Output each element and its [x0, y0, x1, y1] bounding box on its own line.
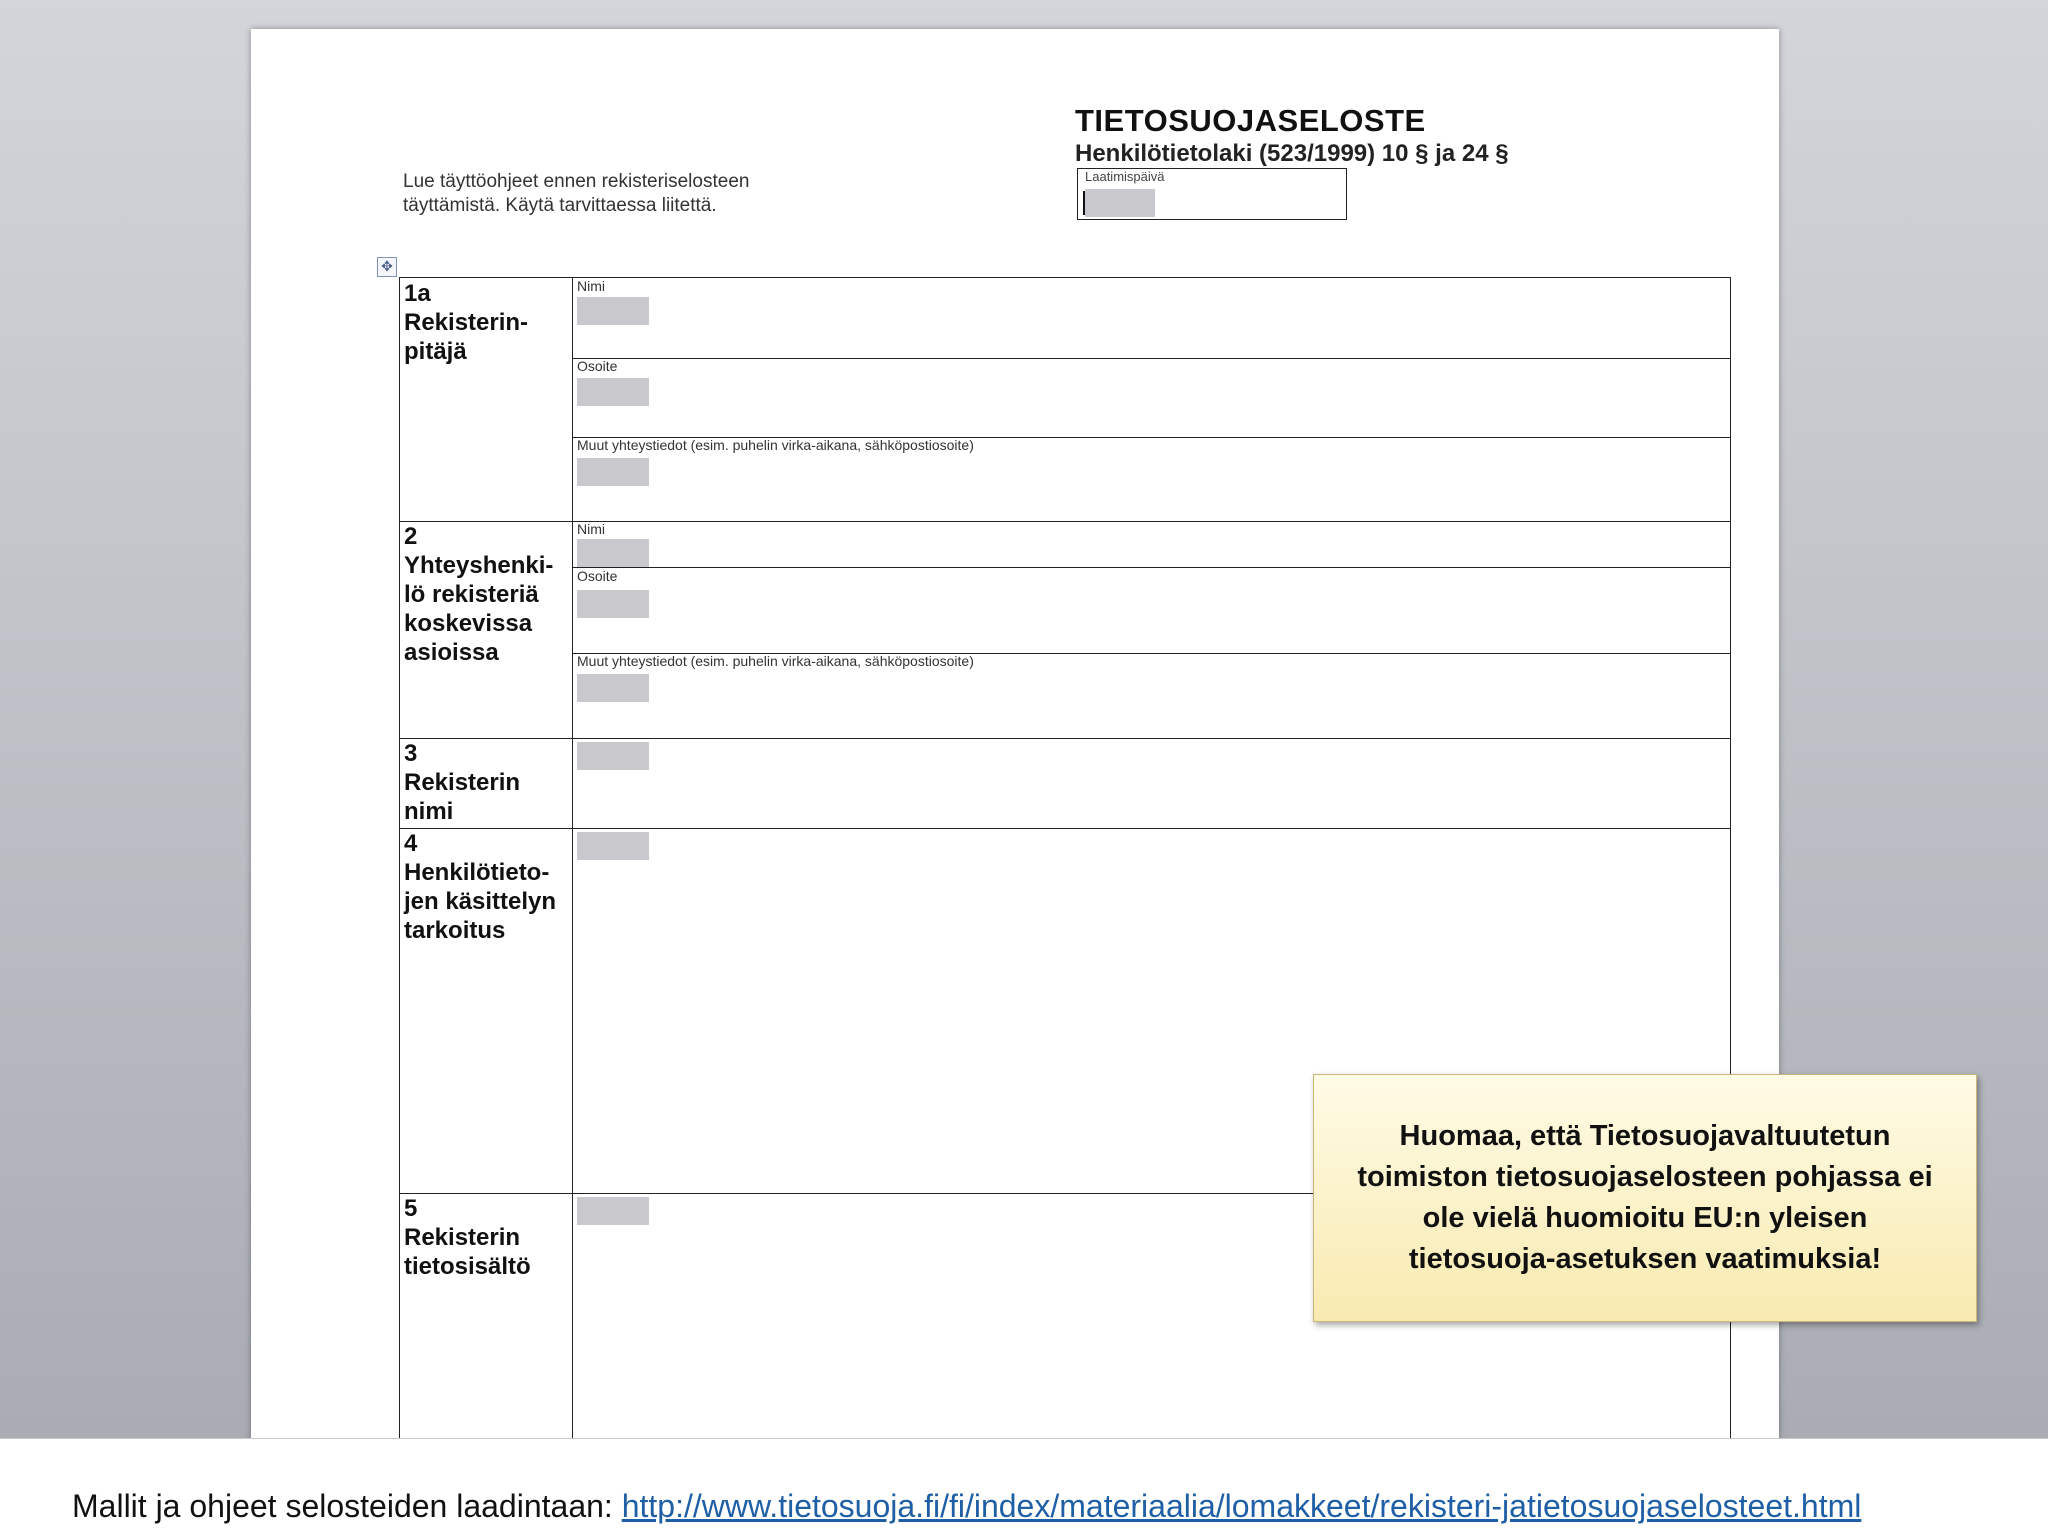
section-3-label: [404, 739, 520, 826]
note-line: toimiston tietosuojaselosteen pohjassa ei: [1357, 1161, 1933, 1193]
field-label-name: Nimi: [577, 278, 605, 294]
note-line: tietosuoja-asetuksen vaatimuksia!: [1408, 1243, 1882, 1275]
table-column-divider: [572, 277, 573, 1438]
section-1a-label: [404, 279, 528, 366]
section-number: 3: [404, 740, 418, 767]
section-title-line: nimi: [404, 798, 454, 825]
address-input[interactable]: [577, 378, 649, 406]
field-label-other-contact: Muut yhteystiedot (esim. puhelin virka-aikana, sähköpostiosoite): [577, 653, 974, 669]
instructions-line: Lue täyttöohjeet ennen rekisteriselosteen: [403, 171, 750, 192]
table-move-handle-icon[interactable]: ✥: [377, 257, 397, 277]
section-title-line: jen käsittelyn: [404, 888, 557, 915]
section-number: 5: [404, 1195, 418, 1222]
section-number: 1a: [404, 280, 431, 307]
text-cursor: [1083, 191, 1085, 215]
name-input[interactable]: [577, 297, 649, 325]
contact-name-input[interactable]: [577, 539, 649, 567]
section-5-label: [404, 1194, 531, 1281]
section-title-line: lö rekisteriä: [404, 581, 539, 608]
section-title-line: Rekisterin: [404, 769, 521, 796]
date-field[interactable]: [1077, 168, 1347, 220]
other-contact-input[interactable]: [577, 458, 649, 486]
source-link[interactable]: http://www.tietosuoja.fi/fi/index/materiaalia/lomakkeet/rekisteri-jatietosuojaselosteet.html: [621, 1488, 1862, 1524]
field-label-other-contact: Muut yhteystiedot (esim. puhelin virka-aikana, sähköpostiosoite): [577, 437, 974, 453]
section-number: 4: [404, 830, 418, 857]
date-input[interactable]: [1085, 189, 1155, 217]
section-title-line: asioissa: [404, 639, 499, 666]
instructions-line: täyttämistä. Käytä tarvittaessa liitettä.: [403, 195, 717, 216]
section-title-line: tietosisältö: [404, 1253, 531, 1280]
row-divider: [399, 738, 1731, 739]
warning-note: [1313, 1074, 1977, 1322]
field-label-address: Osoite: [577, 568, 618, 584]
note-line: ole vielä huomioitu EU:n yleisen: [1422, 1202, 1868, 1234]
field-divider: [572, 358, 1731, 359]
data-content-input[interactable]: [577, 1197, 649, 1225]
warning-note-text: [1337, 1116, 1952, 1280]
section-title-line: pitäjä: [404, 338, 467, 365]
section-title-line: Rekisterin-: [404, 309, 529, 336]
section-2-label: [404, 522, 553, 667]
section-title-line: tarkoitus: [404, 917, 506, 944]
purpose-input[interactable]: [577, 832, 649, 860]
field-divider: [572, 567, 1731, 568]
note-line: Huomaa, että Tietosuojavaltuutetun: [1399, 1120, 1891, 1152]
register-name-input[interactable]: [577, 742, 649, 770]
section-4-label: [404, 829, 556, 945]
source-caption: [72, 1488, 1861, 1525]
section-title-line: Rekisterin: [404, 1224, 521, 1251]
section-title-line: koskevissa: [404, 610, 533, 637]
section-number: 2: [404, 523, 418, 550]
section-title-line: Yhteyshenki-: [404, 552, 554, 579]
contact-address-input[interactable]: [577, 590, 649, 618]
date-field-label: Laatimispäivä: [1085, 169, 1165, 184]
instructions-text: [403, 170, 749, 218]
document-subtitle: Henkilötietolaki (523/1999) 10 § ja 24 §: [1075, 140, 1509, 167]
contact-other-input[interactable]: [577, 674, 649, 702]
row-divider: [399, 828, 1731, 829]
section-title-line: Henkilötieto-: [404, 859, 550, 886]
field-label-name: Nimi: [577, 521, 605, 537]
caption-prefix: Mallit ja ohjeet selosteiden laadintaan:: [72, 1488, 622, 1524]
table-border-left: [399, 277, 400, 1438]
field-label-address: Osoite: [577, 358, 618, 374]
document-title: TIETOSUOJASELOSTE: [1075, 103, 1426, 138]
